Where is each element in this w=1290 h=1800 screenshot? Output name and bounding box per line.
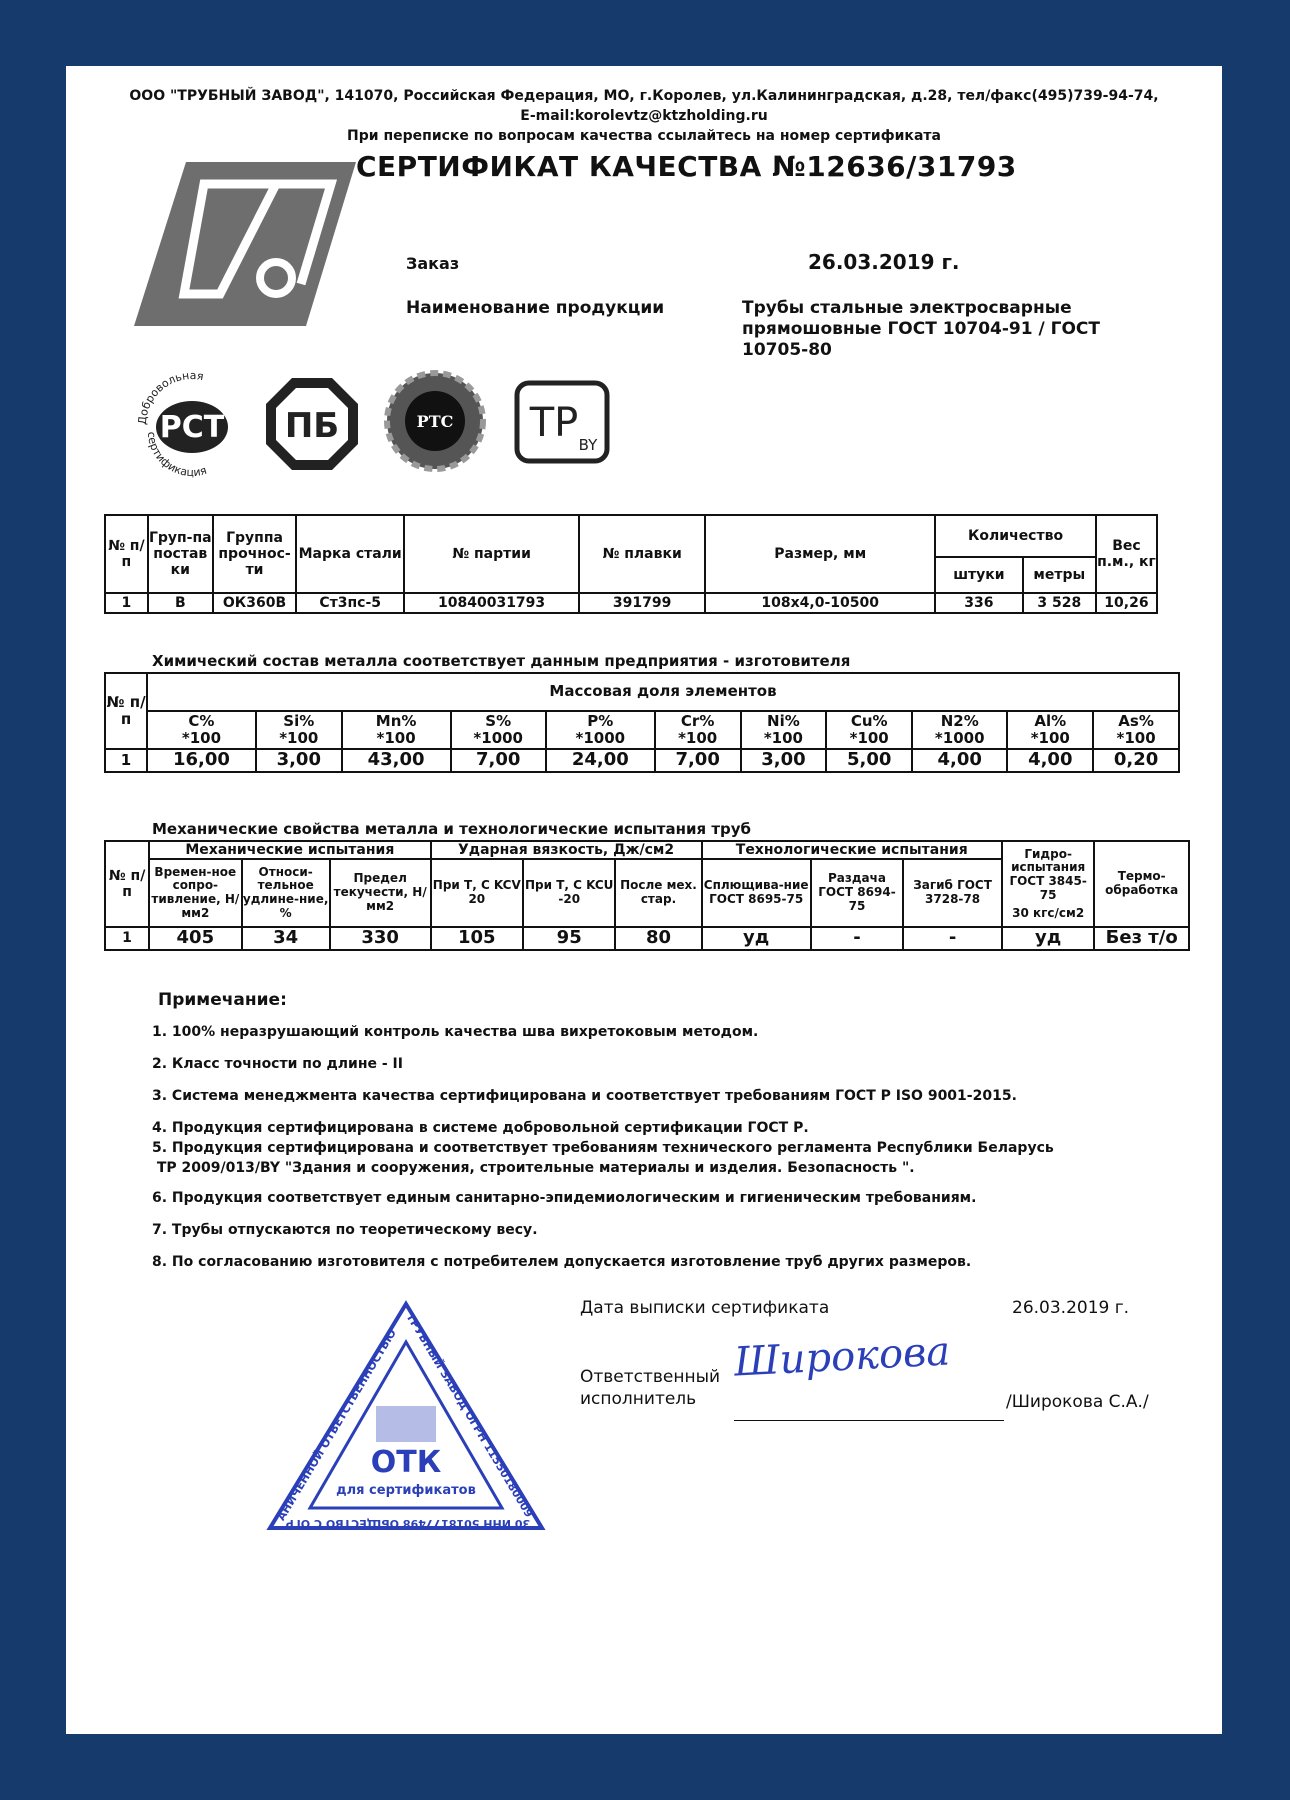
table-cell: уд — [1002, 927, 1094, 950]
table-cell: - — [903, 927, 1002, 950]
table-cell: 1 — [105, 749, 147, 772]
note-item: ТР 2009/013/BY "Здания и сооружения, строительные материалы и изделия. Безопасность ". — [152, 1160, 915, 1176]
table-row — [105, 927, 1189, 950]
chem-group-header: Массовая доля элементов — [147, 673, 1179, 711]
chem-col-s: S% *1000 — [451, 711, 546, 749]
table-cell: 1 — [105, 927, 149, 950]
table-cell: 405 — [149, 927, 241, 950]
table-cell: - — [811, 927, 903, 950]
otk-stamp — [264, 1298, 548, 1538]
table-cell: Ст3пс-5 — [296, 593, 404, 613]
mech-caption: Механические свойства металла и технологические испытания труб — [152, 820, 751, 838]
signature: Широкова — [732, 1328, 952, 1386]
responsible-label: Ответственный исполнитель — [580, 1367, 721, 1409]
col-weight: Вес п.м., кг — [1096, 515, 1157, 593]
product-table — [104, 514, 1158, 614]
svg-text:РСТ: РСТ — [159, 410, 225, 445]
reference-line: При переписке по вопросам качества ссылайтесь на номер сертификата — [347, 128, 941, 144]
rts-logo — [380, 366, 490, 476]
chem-col-cu: Cu% *100 — [826, 711, 912, 749]
table-cell: 3,00 — [256, 749, 342, 772]
pb-logo — [262, 374, 362, 474]
chem-col-cr: Cr% *100 — [655, 711, 741, 749]
tr-by-logo — [514, 380, 610, 464]
table-cell: 105 — [431, 927, 523, 950]
note-item: 1. 100% неразрушающий контроль качества шва вихретоковым методом. — [152, 1024, 759, 1040]
table-cell: В — [148, 593, 213, 613]
chem-col-mn: Mn% *100 — [342, 711, 451, 749]
table-cell: 7,00 — [451, 749, 546, 772]
col-strength: Группа прочнос-ти — [213, 515, 296, 593]
table-cell: 391799 — [579, 593, 705, 613]
issue-date: 26.03.2019 г. — [1012, 1298, 1130, 1318]
table-cell: ОК360В — [213, 593, 296, 613]
product-label: Наименование продукции — [406, 298, 665, 318]
mech-group-mechanical: Механические испытания — [149, 841, 430, 859]
mech-col-elong: Относи-тельное удлине-ние, % — [242, 859, 330, 927]
chem-table — [104, 672, 1180, 773]
signer-name: /Широкова С.А./ — [1006, 1392, 1149, 1412]
table-cell: 95 — [523, 927, 615, 950]
col-batch: № партии — [404, 515, 579, 593]
mech-col-bend: Загиб ГОСТ 3728-78 — [903, 859, 1002, 927]
col-num: № п/п — [105, 841, 149, 927]
chem-col-p: P% *1000 — [546, 711, 655, 749]
table-cell: 10,26 — [1096, 593, 1157, 613]
note-item: 6. Продукция соответствует единым санитарно-эпидемиологическим и гигиеническим требованиям. — [152, 1190, 977, 1206]
note-item: 4. Продукция сертифицирована в системе добровольной сертификации ГОСТ Р. — [152, 1120, 809, 1136]
table-cell: 1 — [105, 593, 148, 613]
email-line: E-mail:korolevtz@ktzholding.ru — [520, 108, 768, 124]
table-cell: 3 528 — [1023, 593, 1096, 613]
table-cell: Без т/о — [1094, 927, 1189, 950]
table-cell: 43,00 — [342, 749, 451, 772]
table-cell: 16,00 — [147, 749, 256, 772]
signature-line — [734, 1420, 1004, 1421]
svg-text:ОТК: ОТК — [370, 1445, 442, 1480]
svg-text:ТРУБНЫЙ ЗАВОД ОГРН 11550180009: ТРУБНЫЙ ЗАВОД ОГРН 1155018000930 ИНН 5018177498 ОБЩЕСТВО С ОГРАНИЧЕННОЙ ОТВЕТСТВЕННОСТЬЮ — [274, 1310, 536, 1530]
table-cell: 10840031793 — [404, 593, 579, 613]
issue-date-label: Дата выписки сертификата — [580, 1298, 830, 1318]
table-row — [105, 749, 1179, 772]
table-cell: уд — [702, 927, 811, 950]
table-cell: 336 — [935, 593, 1022, 613]
mech-col-kcv: При Т, С KCV 20 — [431, 859, 523, 927]
mech-col-tensile: Времен-ное сопро-тивление, Н/мм2 — [149, 859, 241, 927]
col-grade: Марка стали — [296, 515, 404, 593]
table-cell: 3,00 — [741, 749, 827, 772]
table-cell: 80 — [615, 927, 701, 950]
chem-col-n2: N2% *1000 — [912, 711, 1007, 749]
rst-certification-logo — [132, 370, 252, 480]
product-name: Трубы стальные электросварные прямошовные ГОСТ 10704-91 / ГОСТ 10705-80 — [742, 298, 1100, 360]
table-cell: 4,00 — [912, 749, 1007, 772]
svg-text:Добровольная: Добровольная — [135, 370, 205, 426]
svg-text:BY: BY — [578, 436, 598, 454]
chem-col-c: C% *100 — [147, 711, 256, 749]
note-item: 2. Класс точности по длине - II — [152, 1056, 403, 1072]
mech-col-kcu: При Т, С KCU -20 — [523, 859, 615, 927]
col-quantity: Количество — [935, 515, 1096, 557]
col-group: Груп-па постав ки — [148, 515, 213, 593]
mech-table — [104, 840, 1190, 951]
table-cell: 4,00 — [1007, 749, 1093, 772]
table-cell: 108х4,0-10500 — [705, 593, 935, 613]
table-row — [105, 593, 1157, 613]
mech-col-hydro: Гидро-испытания ГОСТ 3845-75 30 кгс/см2 — [1002, 841, 1094, 927]
certificate-page — [66, 66, 1222, 1734]
col-size: Размер, мм — [705, 515, 935, 593]
col-heat: № плавки — [579, 515, 705, 593]
chem-col-al: Al% *100 — [1007, 711, 1093, 749]
order-date: 26.03.2019 г. — [808, 250, 960, 274]
svg-text:для сертификатов: для сертификатов — [336, 1483, 476, 1498]
col-pieces: штуки — [935, 557, 1022, 593]
table-cell: 34 — [242, 927, 330, 950]
table-cell: 7,00 — [655, 749, 741, 772]
note-item: 5. Продукция сертифицирована и соответствует требованиям технического регламента Республики Беларусь — [152, 1140, 1054, 1156]
order-label: Заказ — [406, 254, 460, 273]
col-num: № п/п — [105, 673, 147, 749]
certificate-title: СЕРТИФИКАТ КАЧЕСТВА №12636/31793 — [356, 150, 1017, 183]
table-cell: 5,00 — [826, 749, 912, 772]
table-cell: 330 — [330, 927, 431, 950]
note-item: 3. Система менеджмента качества сертифицирована и соответствует требованиям ГОСТ Р ISO 9001-2015. — [152, 1088, 1017, 1104]
chem-caption: Химический состав металла соответствует данным предприятия - изготовителя — [152, 652, 851, 670]
mech-col-flare: Раздача ГОСТ 8694-75 — [811, 859, 903, 927]
mech-col-flatten: Сплющива-ние ГОСТ 8695-75 — [702, 859, 811, 927]
mech-group-tech: Технологические испытания — [702, 841, 1002, 859]
mech-col-yield: Предел текучести, Н/мм2 — [330, 859, 431, 927]
svg-text:РТС: РТС — [416, 412, 454, 431]
svg-text:ТР: ТР — [529, 400, 579, 446]
notes-title: Примечание: — [158, 990, 287, 1010]
company-logo — [126, 154, 366, 338]
col-meters: метры — [1023, 557, 1096, 593]
mech-col-aging: После мех. стар. — [615, 859, 701, 927]
note-item: 7. Трубы отпускаются по теоретическому весу. — [152, 1222, 538, 1238]
svg-text:ПБ: ПБ — [284, 406, 340, 446]
note-item: 8. По согласованию изготовителя с потребителем допускается изготовление труб других размеров. — [152, 1254, 972, 1270]
mech-group-impact: Ударная вязкость, Дж/см2 — [431, 841, 702, 859]
company-line: ООО "ТРУБНЫЙ ЗАВОД", 141070, Российская Федерация, МО, г.Королев, ул.Калининградская, д.28, тел/факс(495)739-94-74, — [129, 88, 1159, 104]
table-cell: 0,20 — [1093, 749, 1179, 772]
table-cell: 24,00 — [546, 749, 655, 772]
svg-text:сертификация: сертификация — [144, 431, 209, 480]
mech-col-heat: Термо-обработка — [1094, 841, 1189, 927]
col-num: № п/п — [105, 515, 148, 593]
chem-col-si: Si% *100 — [256, 711, 342, 749]
chem-col-as: As% *100 — [1093, 711, 1179, 749]
chem-col-ni: Ni% *100 — [741, 711, 827, 749]
